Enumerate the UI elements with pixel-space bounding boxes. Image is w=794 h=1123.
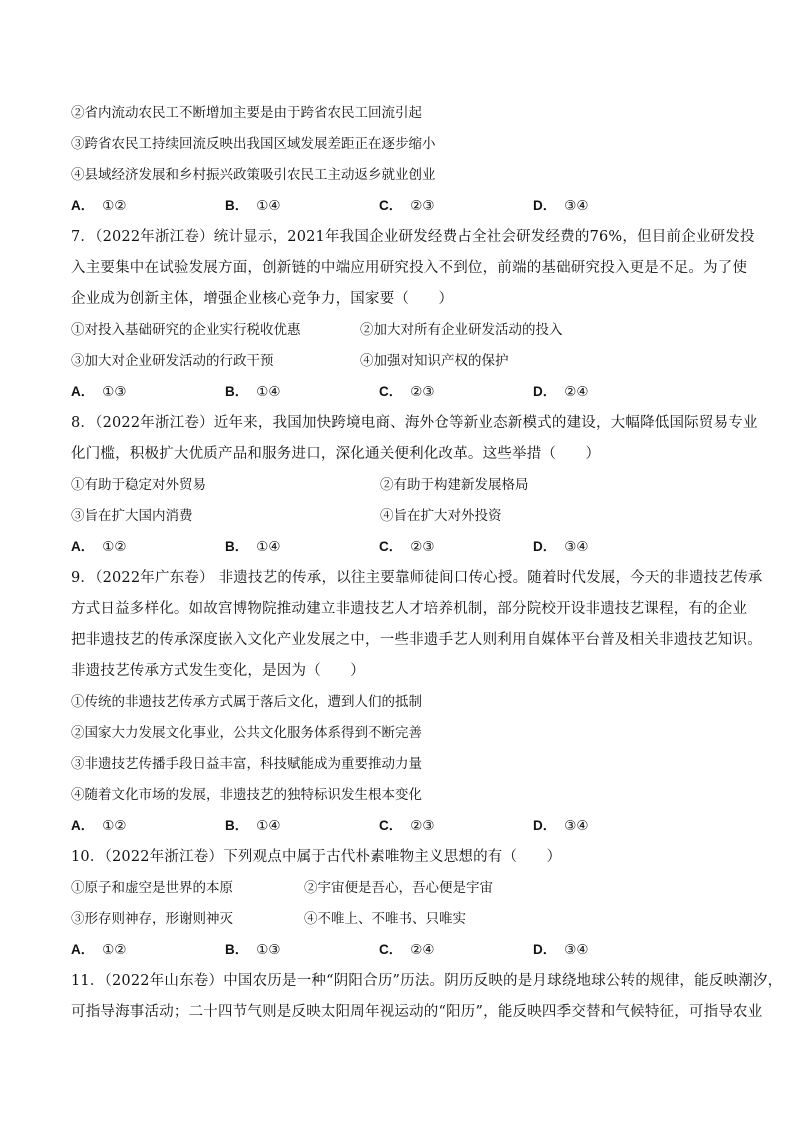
- statement-option: ③形存则神存，形谢则神灭: [71, 911, 233, 927]
- statement-option: ①传统的非遗技艺传承方式属于落后文化，遭到人们的抵制: [71, 694, 422, 710]
- answer-value: ①②: [102, 539, 127, 554]
- answer-letter: A．: [71, 818, 95, 833]
- question-text-line: 9．（2022年广东卷） 非遗技艺的传承，以往主要靠师徒间口传心授。随着时代发展，今天的非遗技艺传承: [71, 570, 763, 586]
- answer-value: ③④: [564, 198, 589, 213]
- statement-option: ②国家大力发展文化事业，公共文化服务体系得到不断完善: [71, 725, 422, 741]
- answer-letter: D．: [533, 198, 557, 213]
- statement-option: ④加强对知识产权的保护: [360, 353, 509, 369]
- answer-choice: [379, 940, 434, 960]
- answer-choice: [225, 382, 280, 402]
- answer-letter: D．: [533, 942, 557, 957]
- answer-choice: [533, 940, 588, 960]
- answer-choice: [533, 537, 588, 557]
- answer-choice: [71, 940, 126, 960]
- answer-letter: A．: [71, 942, 95, 957]
- answer-letter: B．: [225, 384, 249, 399]
- answer-value: ①②: [102, 198, 127, 213]
- answer-value: ①③: [256, 942, 281, 957]
- statement-option: ②省内流动农民工不断增加主要是由于跨省农民工回流引起: [71, 105, 422, 121]
- answer-value: ②③: [410, 384, 435, 399]
- answer-value: ③④: [564, 818, 589, 833]
- statement-option: ④旨在扩大对外投资: [380, 508, 502, 524]
- answer-choice: [533, 816, 588, 836]
- answer-letter: C．: [379, 539, 403, 554]
- question-text-line: 把非遗技艺的传承深度嵌入文化产业发展之中，一些非遗手艺人则利用自媒体平台普及相关非遗技艺知识。: [71, 632, 762, 648]
- answer-letter: D．: [533, 384, 557, 399]
- question-text-line: 化门槛，积极扩大优质产品和服务进口，深化通关便利化改革。这些举措（ ）: [71, 446, 601, 462]
- question-text-line: 10．（2022年浙江卷）下列观点中属于古代朴素唯物主义思想的有（ ）: [71, 849, 562, 865]
- question-text-line: 方式日益多样化。如故宫博物院推动建立非遗技艺人才培养机制，部分院校开设非遗技艺课程，有的企业: [71, 601, 748, 617]
- answer-value: ②③: [410, 198, 435, 213]
- answer-letter: A．: [71, 539, 95, 554]
- answer-choice: [379, 537, 434, 557]
- statement-option: ①对投入基础研究的企业实行税收优惠: [71, 322, 301, 338]
- answer-choice: [71, 382, 126, 402]
- answer-choice: [71, 537, 126, 557]
- question-text-line: 企业成为创新主体，增强企业核心竞争力，国家要（ ）: [71, 291, 454, 307]
- answer-choice: [71, 816, 126, 836]
- answer-letter: B．: [225, 539, 249, 554]
- answer-value: ①④: [256, 198, 281, 213]
- question-text-line: 11．（2022年山东卷）中国农历是一种“阴阳合历”历法。阴历反映的是月球绕地球公转的规律，能反映潮汐，: [71, 973, 783, 989]
- answer-choice: [225, 196, 280, 216]
- answer-letter: A．: [71, 384, 95, 399]
- answer-letter: B．: [225, 942, 249, 957]
- statement-option: ③跨省农民工持续回流反映出我国区域发展差距正在逐步缩小: [71, 136, 436, 152]
- answer-value: ②④: [564, 384, 589, 399]
- statement-option: ②加大对所有企业研发活动的投入: [360, 322, 563, 338]
- statement-option: ④县域经济发展和乡村振兴政策吸引农民工主动返乡就业创业: [71, 167, 436, 183]
- statement-option: ①原子和虚空是世界的本原: [71, 880, 233, 896]
- statement-option: ③非遗技艺传播手段日益丰富，科技赋能成为重要推动力量: [71, 756, 422, 772]
- answer-choice: [225, 816, 280, 836]
- answer-choice: [533, 382, 588, 402]
- answer-value: ①③: [102, 384, 127, 399]
- answer-value: ①④: [256, 539, 281, 554]
- answer-choice: [379, 382, 434, 402]
- answer-letter: D．: [533, 818, 557, 833]
- question-text-line: 7．（2022年浙江卷）统计显示，2021年我国企业研发经费占全社会研发经费的76%，但目前企业研发投: [71, 229, 755, 245]
- question-text-line: 入主要集中在试验发展方面，创新链的中端应用研究投入不到位，前端的基础研究投入更是不足。为了使: [71, 260, 748, 276]
- statement-option: ④随着文化市场的发展，非遗技艺的独特标识发生根本变化: [71, 787, 422, 803]
- answer-letter: B．: [225, 198, 249, 213]
- answer-value: ②③: [410, 818, 435, 833]
- statement-option: ④不唯上、不唯书、只唯实: [304, 911, 466, 927]
- statement-option: ①有助于稳定对外贸易: [71, 477, 206, 493]
- statement-option: ②有助于构建新发展格局: [380, 477, 529, 493]
- answer-value: ①②: [102, 942, 127, 957]
- statement-option: ②宇宙便是吾心，吾心便是宇宙: [304, 880, 493, 896]
- answer-value: ①②: [102, 818, 127, 833]
- answer-value: ③④: [564, 539, 589, 554]
- answer-value: ①④: [256, 384, 281, 399]
- answer-letter: D．: [533, 539, 557, 554]
- answer-choice: [71, 196, 126, 216]
- statement-option: ③加大对企业研发活动的行政干预: [71, 353, 274, 369]
- answer-value: ①④: [256, 818, 281, 833]
- answer-choice: [379, 196, 434, 216]
- answer-choice: [225, 940, 280, 960]
- question-text-line: 非遗技艺传承方式发生变化，是因为（ ）: [71, 663, 365, 679]
- answer-value: ②④: [410, 942, 435, 957]
- answer-letter: C．: [379, 818, 403, 833]
- answer-value: ③④: [564, 942, 589, 957]
- statement-option: ③旨在扩大国内消费: [71, 508, 193, 524]
- answer-letter: C．: [379, 384, 403, 399]
- answer-choice: [225, 537, 280, 557]
- answer-letter: B．: [225, 818, 249, 833]
- answer-choice: [533, 196, 588, 216]
- answer-choice: [379, 816, 434, 836]
- question-text-line: 8．（2022年浙江卷）近年来，我国加快跨境电商、海外仓等新业态新模式的建设，大幅降低国际贸易专业: [71, 415, 758, 431]
- answer-value: ②③: [410, 539, 435, 554]
- question-text-line: 可指导海事活动；二十四节气则是反映太阳周年视运动的“阳历”，能反映四季交替和气候特征，可指导农业: [71, 1004, 763, 1020]
- answer-letter: C．: [379, 198, 403, 213]
- answer-letter: C．: [379, 942, 403, 957]
- answer-letter: A．: [71, 198, 95, 213]
